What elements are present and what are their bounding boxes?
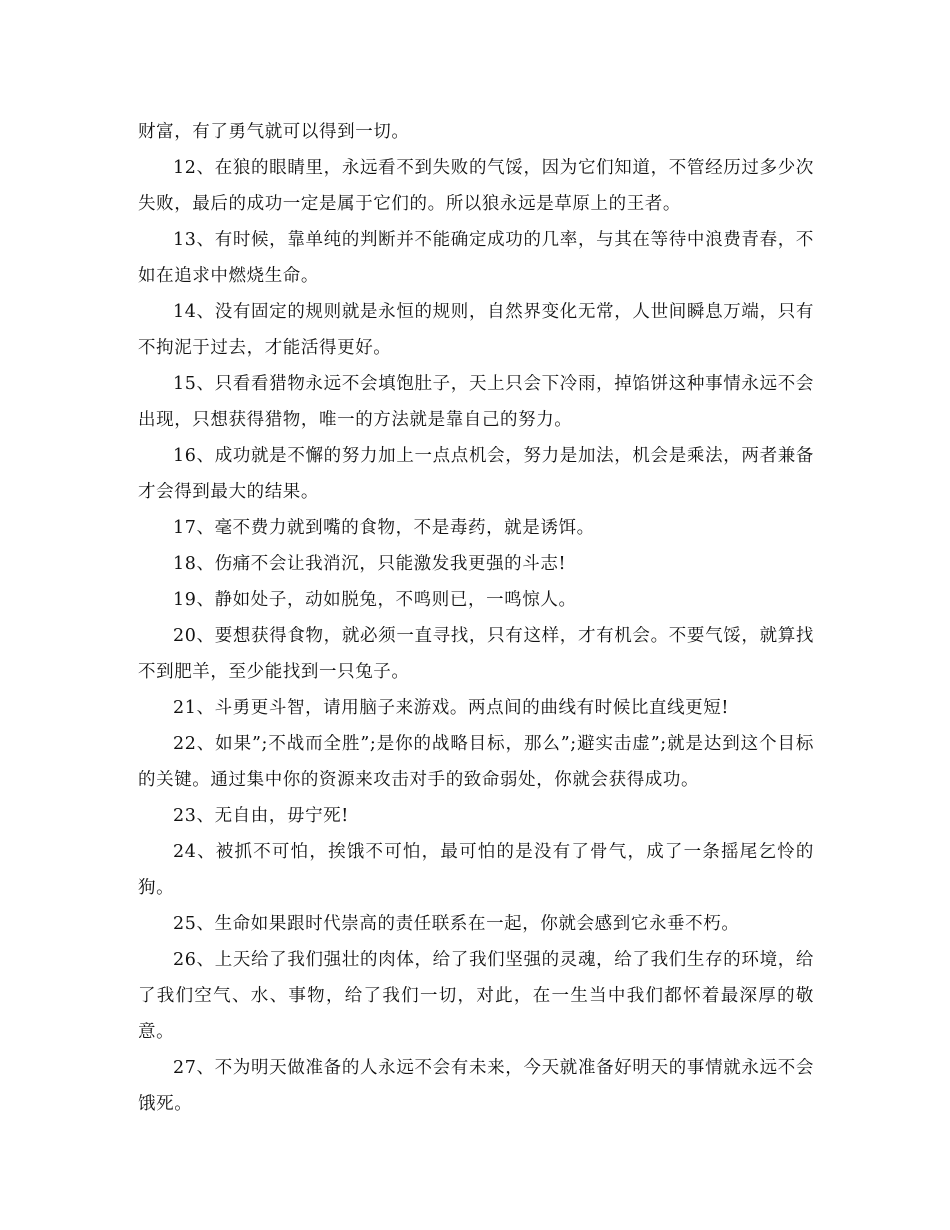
paragraph-25: 25、生命如果跟时代崇高的责任联系在一起，你就会感到它永垂不朽。 bbox=[173, 914, 740, 934]
paragraph-24: 24、被抓不可怕，挨饿不可怕，最可怕的是没有了骨气，成了一条摇尾乞怜的狗。 bbox=[138, 842, 814, 898]
paragraph-22: 22、如果”;不战而全胜”;是你的战略目标，那么”;避实击虚”;就是达到这个目标的关键。通过集中你的资源来攻击对手的致命弱处，你就会获得成功。 bbox=[138, 734, 814, 790]
paragraph-19: 19、静如处子，动如脱兔，不鸣则已，一鸣惊人。 bbox=[173, 590, 577, 610]
paragraph-15: 15、只看看猎物永远不会填饱肚子，天上只会下冷雨，掉馅饼这种事情永远不会出现，只想获得猎物，唯一的方法就是靠自己的努力。 bbox=[138, 374, 814, 430]
paragraph-13: 13、有时候，靠单纯的判断并不能确定成功的几率，与其在等待中浪费青春，不如在追求中燃烧生命。 bbox=[138, 230, 814, 286]
paragraph-14: 14、没有固定的规则就是永恒的规则，自然界变化无常，人世间瞬息万端，只有不拘泥于过去，才能活得更好。 bbox=[138, 302, 814, 358]
paragraph-continuation: 财富，有了勇气就可以得到一切。 bbox=[138, 122, 410, 142]
paragraph-18: 18、伤痛不会让我消沉，只能激发我更强的斗志! bbox=[173, 554, 567, 574]
document-body bbox=[138, 114, 814, 1122]
paragraph-16: 16、成功就是不懈的努力加上一点点机会，努力是加法，机会是乘法，两者兼备才会得到最大的结果。 bbox=[138, 446, 814, 502]
paragraph-27: 27、不为明天做准备的人永远不会有未来，今天就准备好明天的事情就永远不会饿死。 bbox=[138, 1058, 814, 1114]
paragraph-20: 20、要想获得食物，就必须一直寻找，只有这样，才有机会。不要气馁，就算找不到肥羊，至少能找到一只兔子。 bbox=[138, 626, 814, 682]
paragraph-12: 12、在狼的眼睛里，永远看不到失败的气馁，因为它们知道，不管经历过多少次失败，最后的成功一定是属于它们的。所以狼永远是草原上的王者。 bbox=[138, 158, 814, 214]
paragraph-23: 23、无自由，毋宁死! bbox=[173, 806, 349, 826]
paragraph-17: 17、毫不费力就到嘴的食物，不是毒药，就是诱饵。 bbox=[173, 518, 595, 538]
paragraph-21: 21、斗勇更斗智，请用脑子来游戏。两点间的曲线有时候比直线更短! bbox=[173, 698, 729, 718]
paragraph-26: 26、上天给了我们强壮的肉体，给了我们坚强的灵魂，给了我们生存的环境，给了我们空气、水、事物，给了我们一切，对此，在一生当中我们都怀着最深厚的敬意。 bbox=[138, 950, 814, 1042]
